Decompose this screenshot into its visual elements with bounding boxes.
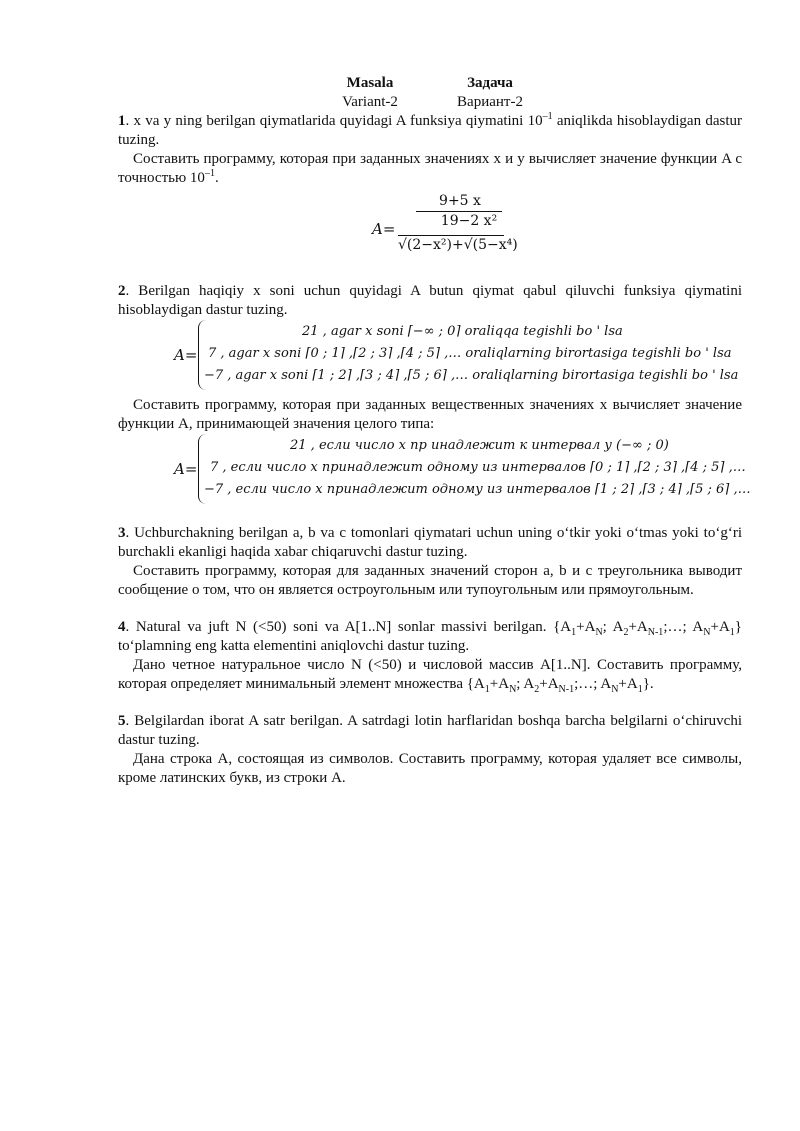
task3-uz-text: . Uchburchakning berilgan a, b va c tomonlari qiymatari uchun uning o‘tkir yoki o‘tmas yoki to‘g‘ri burchakli ekanligi haqida xabar chiqaruvchi dastur tuzing. [118, 525, 742, 560]
task1-ru-text-b: . [214, 170, 219, 186]
task1-number: 1 [118, 113, 126, 129]
formula-denominator: √(2−x²)+√(5−x⁴) [398, 237, 518, 253]
uz-case-row-3: −7 , agar x soni ⌈1 ; 2⌉ ,⌈3 ; 4⌉ ,⌈5 ; 6⌉ ,… oraliqlarning birortasiga tegishli bo ' lsa [204, 368, 739, 383]
task3-ru: Составить программу, которая для заданных значений сторон a, b и c треугольника выводит сообщение о том, что он является остроугольным или тупоугольным или прямоугольным. [118, 563, 742, 598]
formula-fraction [398, 192, 518, 255]
task2-uz-cases [118, 322, 742, 392]
task2-uz [118, 282, 742, 320]
header-right-variant: Вариант-2 [457, 94, 523, 110]
task5-ru: Дана строка A, состоящая из символов. Составить программу, которая удаляет все символы, кроме латинских букв, из строки A. [118, 751, 742, 786]
uz-case-row-1: 21 , agar x soni ⌈−∞ ; 0⌉ oraliqqa tegishli bo ' lsa [302, 324, 623, 339]
task3-number: 3 [118, 525, 126, 541]
task4-uz [118, 618, 742, 656]
document-page [118, 74, 751, 788]
formula-inner-denominator: 19−2 x² [416, 211, 502, 231]
header-left-variant: Variant-2 [342, 94, 398, 110]
task1-ru-sup: –1 [204, 168, 215, 179]
header-left-title: Masala [346, 75, 394, 91]
formula-numerator: 9+5 x [439, 193, 481, 209]
task1-formula [118, 192, 742, 264]
ru-case-row-3: −7 , если число x принадлежит одному из интервалов ⌈1 ; 2⌉ ,⌈3 ; 4⌉ ,⌈5 ; 6⌉ ,… [204, 482, 751, 497]
task1-uz-sup: –1 [542, 111, 553, 122]
task2-number: 2 [118, 283, 126, 299]
ru-cases-lhs: A= [174, 460, 198, 478]
task4-uz-set: $_1+A_N$; $A_2+A_{N-1};\dots$; $A_N+A_1$} [571, 619, 742, 638]
task4-uz-text-a: . Natural va juft N (<50) soni va A[1..N] sonlar massivi berilgan. {A [125, 619, 572, 635]
header-titles [118, 74, 742, 93]
task5-uz [118, 712, 742, 750]
uz-cases-lhs: A= [174, 346, 198, 364]
task1-uz-text-b: aniqlikda hisoblaydigan dastur tuzing. [118, 113, 742, 148]
task5-number: 5 [118, 713, 126, 729]
formula-lhs: A= [372, 220, 396, 238]
task2-ru: Составить программу, которая при заданных вещественных значениях x вычисляет значение функции A, принимающей значения целого типа: [118, 397, 742, 432]
header-variants [118, 93, 742, 112]
task4-ru [118, 656, 742, 694]
task1-uz-text-a: . x va y ning berilgan qiymatlarida quyidagi A funksiya qiymatini 10 [125, 113, 543, 129]
uz-case-row-2: 7 , agar x soni ⌈0 ; 1⌉ ,⌈2 ; 3⌉ ,⌈4 ; 5⌉ ,… oraliqlarning birortasiga tegishli bo ' lsa [208, 346, 732, 361]
task4-number: 4 [118, 619, 126, 635]
task2-ru-cases [118, 436, 751, 506]
task1-uz [118, 112, 742, 150]
header-right-title: Задача [467, 75, 513, 91]
task2-uz-text: . Berilgan haqiqiy x soni uchun quyidagi A butun qiymat qabul qiluvchi funksiya qiymatini hisoblaydigan dastur tuzing. [118, 283, 742, 318]
task4-uz-text-b: to‘plamning eng katta elementini aniqlovchi dastur tuzing. [118, 638, 470, 654]
task5-uz-text: . Belgilardan iborat A satr berilgan. A satrdagi lotin harflaridan boshqa barcha belgilarni o‘chiruvchi dastur tuzing. [118, 713, 742, 748]
task3-uz [118, 524, 742, 562]
ru-case-row-2: 7 , если число x принадлежит одному из интервалов ⌈0 ; 1⌉ ,⌈2 ; 3⌉ ,⌈4 ; 5⌉ ,… [210, 460, 746, 475]
task4-ru-set: $_1+A_N$; $A_2+A_{N-1};\dots$; $A_N+A_1$ [484, 676, 643, 695]
task4-ru-text-b: }. [642, 676, 654, 692]
ru-case-row-1: 21 , если число x пр инадлежит к интервал у (−∞ ; 0) [290, 438, 669, 453]
task4-ru-text-a: Дано четное натуральное число N (<50) и числовой массив A[1..N]. Составить программу, которая определяет минимальный элемент множества {A [118, 657, 742, 692]
task1-ru [118, 150, 742, 188]
task1-ru-text-a: Составить программу, которая при заданных значениях x и y вычисляет значение функции A с точностью 10 [118, 151, 742, 186]
